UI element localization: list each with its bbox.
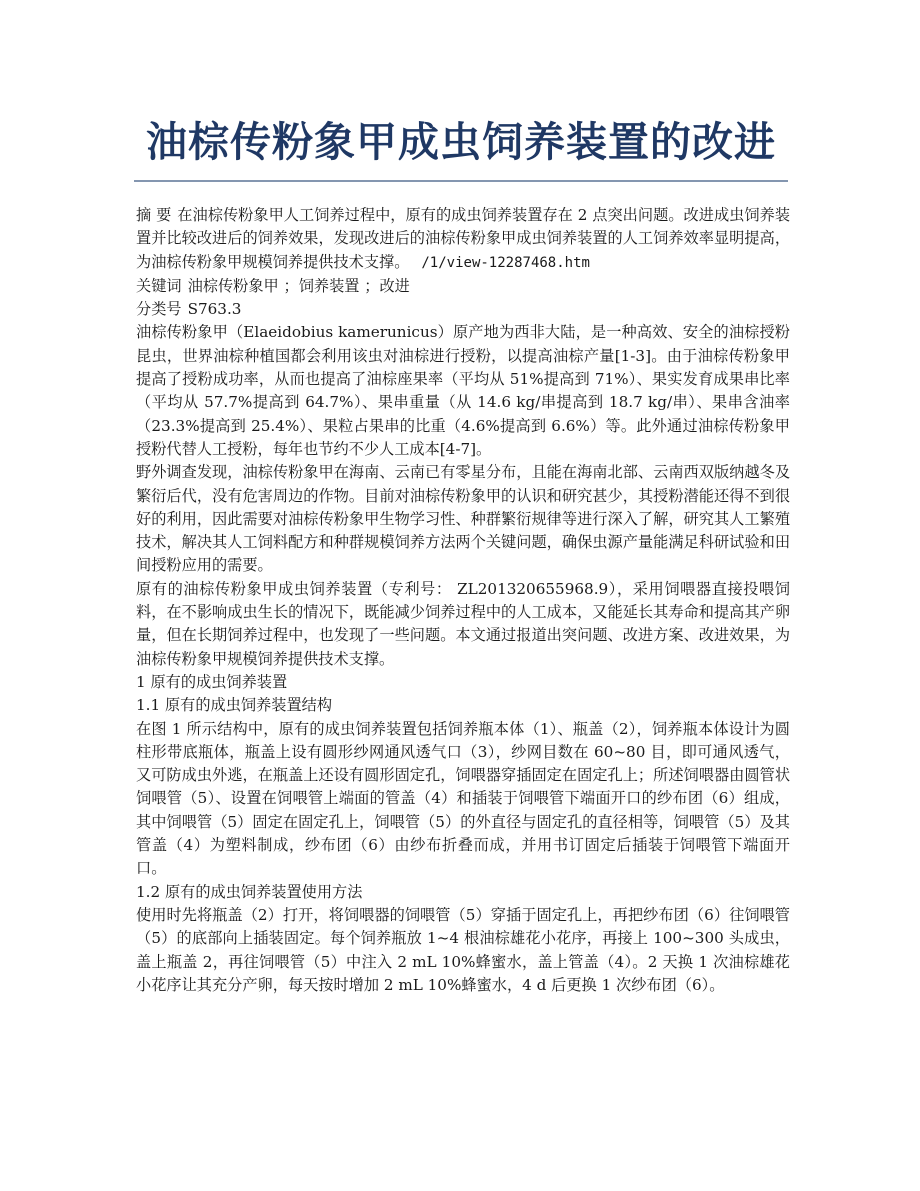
keywords-text: 油棕传粉象甲 ；饲养装置 ；改进 <box>187 276 410 295</box>
abstract-label: 摘 要 <box>136 206 172 224</box>
section-1-1-text: 在图 1 所示结构中，原有的成虫饲养装置包括饲养瓶本体（1）、瓶盖（2），饲养瓶本体设计为圆柱形带底瓶体，瓶盖上设有圆形纱网通风透气口（3），纱网目数在 60~80 目，即可通风透气，又可防成虫外逃，在瓶盖上还设有圆形固定孔，饲喂器穿插固定在固定孔上；所述饲喂器由圆管状饲喂管（5）、设置在饲喂管上端面的管盖（4）和插装于饲喂管下端面开口的纱布团（6）组成，其中饲喂管（5）固定在固定孔上，饲喂管（5）的外直径与固定孔的直径相等，饲喂管（5）及其管盖（4）为塑料制成，纱布团（6）由纱布折叠而成，并用书订固定后插装于饲喂管下端面开口。 <box>136 719 790 878</box>
paragraph-intro-3: 原有的油棕传粉象甲成虫饲养装置（专利号： ZL201320655968.9），采用饲喂器直接投喂饲料，在不影响成虫生长的情况下，既能减少饲养过程中的人工成本，又能延长其寿命和提高其产卵量，但在长期饲养过程中，也发现了一些问题。本文通过报道出突问题、改进方案、改进效果，为油棕传粉象甲规模饲养提供技术支撑。 <box>136 579 790 668</box>
abstract-text: 在油棕传粉象甲人工饲养过程中，原有的成虫饲养装置存在 2 点突出问题。改进成虫饲养装置并比较改进后的饲养效果，发现改进后的油棕传粉象甲成虫饲养装置的人工饲养效率显明提高，为油棕传粉象甲规模饲养提供技术支撑。 <box>136 206 791 271</box>
document-title: 油棕传粉象甲成虫饲养装置的改进 <box>146 118 776 166</box>
document-body <box>136 204 790 997</box>
paragraph-intro-2: 野外调查发现，油棕传粉象甲在海南、云南已有零星分布，且能在海南北部、云南西双版纳越冬及繁衍后代，没有危害周边的作物。目前对油棕传粉象甲的认识和研究甚少，其授粉潜能还得不到很好的利用，因此需要对油棕传粉象甲生物学习性、种群繁衍规律等进行深入了解，研究其人工繁殖技术，解决其人工饲料配方和种群规模饲养方法两个关键问题，确保虫源产量能满足科研试验和田间授粉应用的需要。 <box>136 463 790 575</box>
abstract <box>136 204 790 275</box>
classification <box>136 298 790 321</box>
keywords-label: 关键词 <box>136 276 182 295</box>
classification-text: S763.3 <box>187 300 242 319</box>
section-1-heading: 1 原有的成虫饲养装置 <box>136 672 288 691</box>
abstract-link[interactable]: /1/view-12287468.htm <box>421 254 590 271</box>
section-1-1-heading: 1.1 原有的成虫饲养装置结构 <box>136 696 333 715</box>
classification-label: 分类号 <box>136 300 182 319</box>
section-1-2-text: 使用时先将瓶盖（2）打开，将饲喂器的饲喂管（5）穿插于固定孔上，再把纱布团（6）往饲喂管（5）的底部向上插装固定。每个饲养瓶放 1~4 根油棕雄花小花序，再接上 100~300 头成虫，盖上瓶盖 2，再往饲喂管（5）中注入 2 mL 10%蜂蜜水，盖上管盖（4）。2 天换 1 次油棕雄花小花序让其充分产卵，每天按时增加 2 mL 10%蜂蜜水，4 d 后更换 1 次纱布团（6）。 <box>136 905 790 994</box>
title-divider <box>134 180 788 182</box>
keywords <box>136 275 790 298</box>
paragraph-intro-1: 油棕传粉象甲（Elaeidobius kamerunicus）原产地为西非大陆，是一种高效、安全的油棕授粉昆虫，世界油棕种植国都会利用该虫对油棕进行授粉，以提高油棕产量[1-3]。由于油棕传粉象甲提高了授粉成功率，从而也提高了油棕座果率（平均从 51%提高到 71%）、果实发育成果串比率（平均从 57.7%提高到 64.7%）、果串重量（从 14.6 kg/串提高到 18.7 kg/串）、果串含油率（23.3%提高到 25.4%）、果粒占果串的比重（4.6%提高到 6.6%）等。此外通过油棕传粉象甲授粉代替人工授粉，每年也节约不少人工成本[4-7]。 <box>136 323 790 458</box>
section-1-2-heading: 1.2 原有的成虫饲养装置使用方法 <box>136 882 363 901</box>
